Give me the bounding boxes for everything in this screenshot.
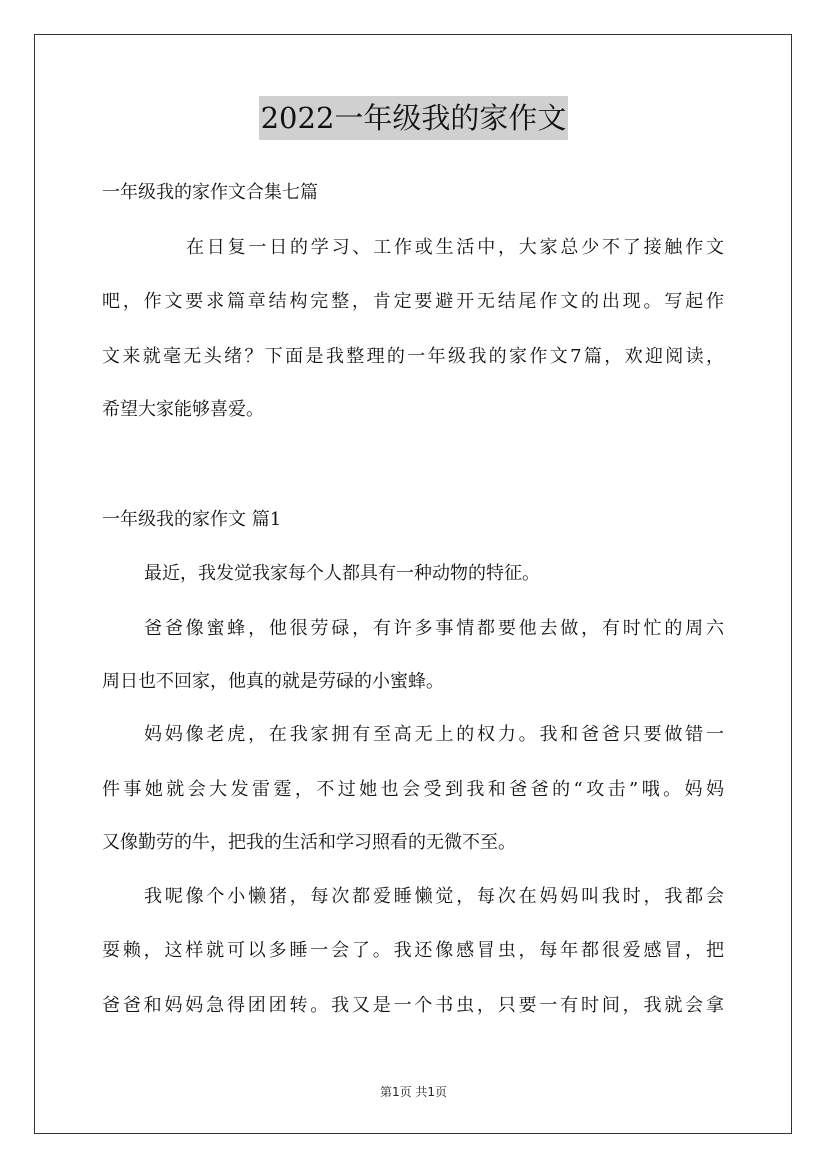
paragraph-line: 爸爸像蜜蜂，他很劳碌，有许多事情都要他去做，有时忙的周六	[144, 618, 724, 639]
document-title: 2022一年级我的家作文	[259, 96, 569, 140]
intro-line: 文来就毫无头绪？下面是我整理的一年级我的家作文7篇，欢迎阅读，	[102, 346, 724, 367]
section-heading: 一年级我的家作文 篇1	[102, 509, 282, 530]
document-subtitle: 一年级我的家作文合集七篇	[102, 182, 318, 203]
paragraph-line: 又像勤劳的牛，把我的生活和学习照看的无微不至。	[102, 832, 516, 853]
page-footer: 第1页 共1页	[379, 1085, 448, 1099]
paragraph-line: 周日也不回家，他真的就是劳碌的小蜜蜂。	[102, 671, 444, 692]
paragraph-line: 爸爸和妈妈急得团团转。我又是一个书虫，只要一有时间，我就会拿	[102, 995, 724, 1016]
paragraph-line: 耍赖，这样就可以多睡一会了。我还像感冒虫，每年都很爱感冒，把	[102, 940, 724, 961]
paragraph-line: 最近，我发觉我家每个人都具有一种动物的特征。	[144, 563, 540, 584]
intro-line: 希望大家能够喜爱。	[102, 399, 264, 420]
title-container	[0, 96, 827, 140]
paragraph-line: 我呢像个小懒猪，每次都爱睡懒觉，每次在妈妈叫我时，我都会	[144, 886, 724, 907]
paragraph-line: 妈妈像老虎，在我家拥有至高无上的权力。我和爸爸只要做错一	[144, 724, 724, 745]
intro-line: 在日复一日的学习、工作或生活中，大家总少不了接触作文	[186, 237, 724, 258]
intro-line: 吧，作文要求篇章结构完整，肯定要避开无结尾作文的出现。写起作	[102, 291, 724, 312]
paragraph-line: 件事她就会大发雷霆，不过她也会受到我和爸爸的“攻击”哦。妈妈	[102, 779, 724, 800]
